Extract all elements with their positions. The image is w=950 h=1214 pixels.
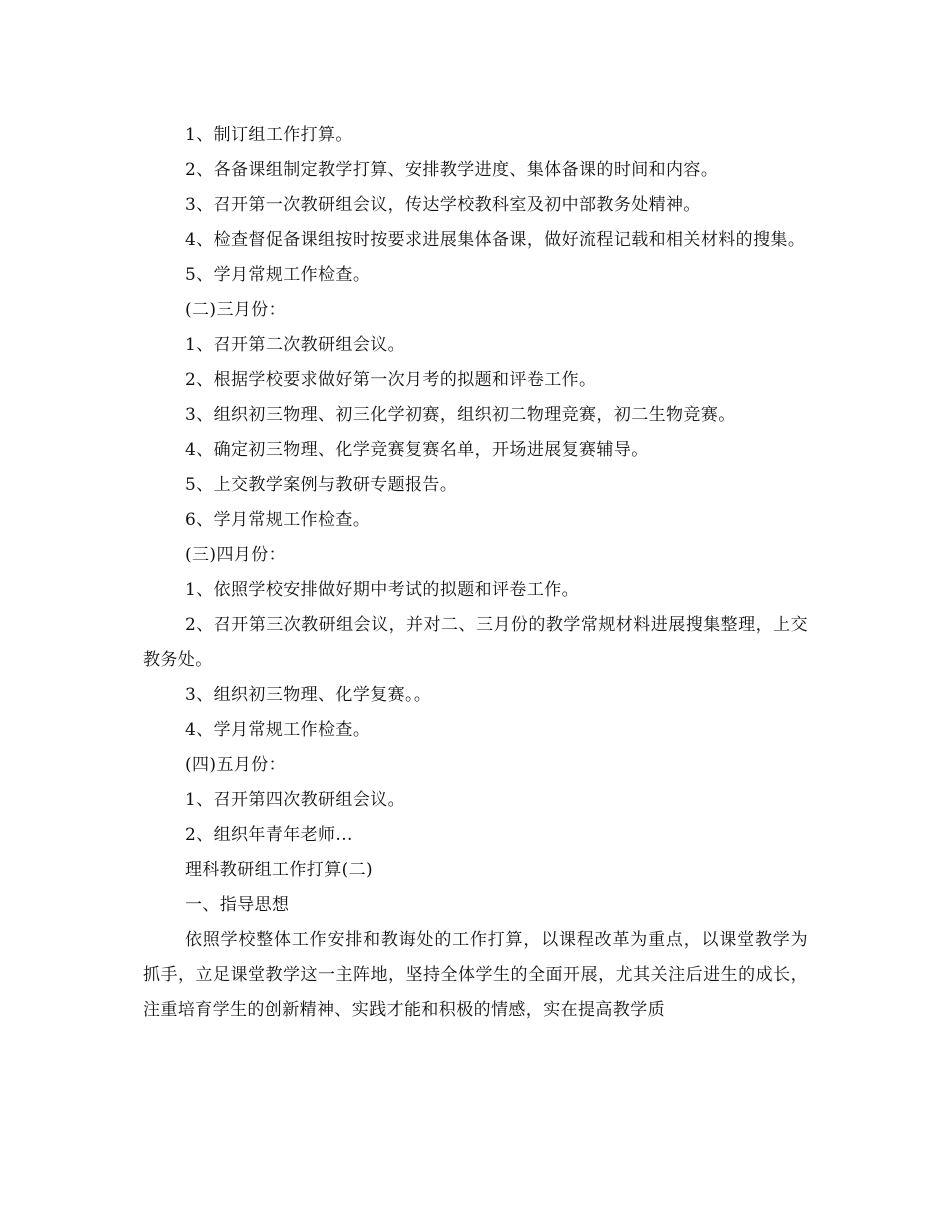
paragraph: 1、召开第四次教研组会议。 xyxy=(185,790,406,810)
paragraph: 2、各备课组制定教学打算、安排教学进度、集体备课的时间和内容。 xyxy=(185,160,719,180)
paragraph: 1、依照学校安排做好期中考试的拟题和评卷工作。 xyxy=(185,580,580,600)
paragraph: 2、根据学校要求做好第一次月考的拟题和评卷工作。 xyxy=(185,370,597,390)
paragraph: 1、制订组工作打算。 xyxy=(185,125,353,145)
paragraph: 6、学月常规工作检查。 xyxy=(185,510,371,530)
paragraph: 3、组织初三物理、化学复赛。。 xyxy=(185,685,432,705)
document-body xyxy=(143,118,808,1028)
paragraph: 2、召开第三次教研组会议，并对二、三月份的教学常规材料进展搜集整理，上交教务处。 xyxy=(143,615,808,670)
section-heading: (四)五月份： xyxy=(185,755,287,775)
document-subtitle: 理科教研组工作打算(二) xyxy=(185,860,374,880)
paragraph: 3、组织初三物理、初三化学初赛，组织初二物理竞赛，初二生物竞赛。 xyxy=(185,405,736,425)
section-heading: (三)四月份： xyxy=(185,545,287,565)
section-heading: 一、指导思想 xyxy=(185,895,290,915)
paragraph: 依照学校整体工作安排和教诲处的工作打算，以课程改革为重点，以课堂教学为抓手，立足课堂教学这一主阵地，坚持全体学生的全面开展，尤其关注后进生的成长，注重培育学生的创新精神、实践才能和积极的情感，实在提高教学质 xyxy=(143,930,808,1020)
paragraph: 4、确定初三物理、化学竞赛复赛名单，开场进展复赛辅导。 xyxy=(185,440,649,460)
paragraph: 1、召开第二次教研组会议。 xyxy=(185,335,406,355)
paragraph: 2、组织年青年老师... xyxy=(185,825,353,845)
paragraph: 4、检查督促备课组按时按要求进展集体备课，做好流程记载和相关材料的搜集。 xyxy=(185,230,806,250)
paragraph: 5、上交教学案例与教研专题报告。 xyxy=(185,475,458,495)
paragraph: 4、学月常规工作检查。 xyxy=(185,720,371,740)
paragraph: 3、召开第一次教研组会议，传达学校教科室及初中部教务处精神。 xyxy=(185,195,701,215)
section-heading: (二)三月份： xyxy=(185,300,287,320)
paragraph: 5、学月常规工作检查。 xyxy=(185,265,371,285)
